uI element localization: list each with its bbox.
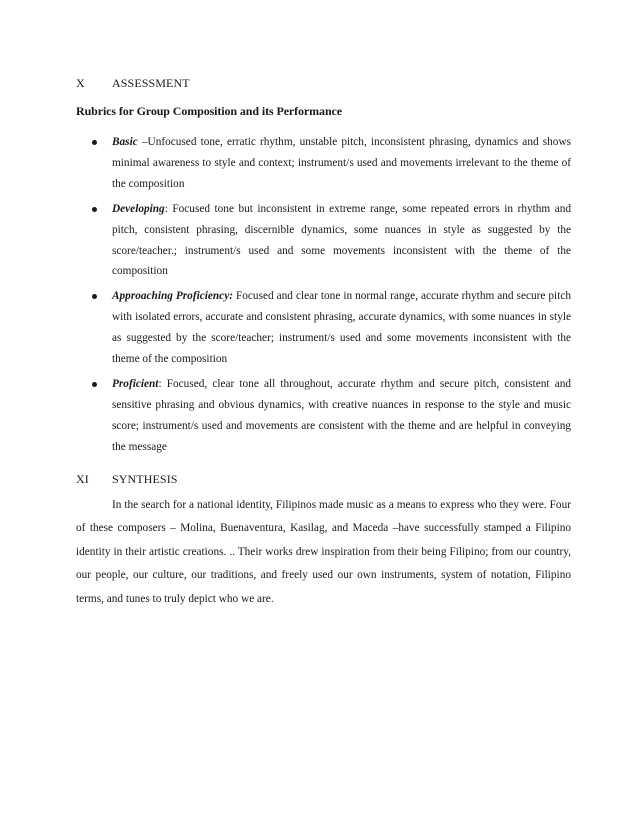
- bullet-icon: [92, 207, 97, 212]
- rubric-term: Approaching Proficiency:: [112, 290, 233, 303]
- rubric-term: Basic: [112, 136, 138, 148]
- rubric-item-developing: [76, 199, 571, 283]
- rubric-item-approaching-proficiency: [76, 286, 571, 370]
- rubric-text: Focused tone but inconsistent in extreme range, some repeated errors in rhythm and pitch, consistent phrasing, discernible dynamics, some nuances in style as suggested by the score/teacher.; instrument/s used and some movements inconsistent with the theme of the composition: [112, 202, 571, 278]
- rubric-item-basic: [76, 132, 571, 195]
- rubric-text: Focused and clear tone in normal range, accurate rhythm and secure pitch with isolated errors, accurate and consistent phrasing, accurate dynamics, with some nuances in style as suggested by the score/teacher; instrument/s used and some movements inconsistent with the theme of the composition: [112, 290, 571, 366]
- rubric-item-proficient: [76, 374, 571, 458]
- rubric-text: Unfocused tone, erratic rhythm, unstable pitch, inconsistent phrasing, dynamics and shows minimal awareness to style and context; instrument/s used and movements irrelevant to the theme of the composition: [112, 136, 571, 190]
- rubric-separator: :: [164, 202, 173, 215]
- rubrics-subheading: Rubrics for Group Composition and its Performance: [76, 104, 342, 118]
- synthesis-number: XI: [76, 472, 89, 486]
- bullet-icon: [92, 382, 97, 387]
- bullet-icon: [92, 140, 97, 145]
- rubric-term: Developing: [112, 202, 165, 215]
- synthesis-paragraph: In the search for a national identity, Filipinos made music as a means to express who they were. Four of these composers – Molina, Buenaventura, Kasilag, and Maceda –have successfully stamped a Filipino identity in their artistic creations. .. Their works drew inspiration from their being Filipino; from our country, our people, our culture, our traditions, and freely used our own instruments, system of notation, Filipino terms, and tunes to truly depict who we are.: [76, 499, 571, 605]
- assessment-number: X: [76, 76, 85, 90]
- assessment-title: ASSESSMENT: [112, 76, 190, 90]
- synthesis-title: SYNTHESIS: [112, 472, 178, 486]
- assessment-heading: [76, 76, 190, 91]
- rubric-term: Proficient: [112, 377, 159, 390]
- rubric-text: Focused, clear tone all throughout, accurate rhythm and secure pitch, consistent and sensitive phrasing and obvious dynamics, with creative nuances in response to the style and music score; instrument/s used and movements are consistent with the theme and are helpful in conveying the message: [112, 377, 572, 453]
- synthesis-heading: [76, 472, 178, 487]
- rubric-separator: :: [158, 377, 167, 390]
- bullet-icon: [92, 294, 97, 299]
- rubric-list: [76, 132, 571, 462]
- rubric-separator: –: [137, 136, 148, 148]
